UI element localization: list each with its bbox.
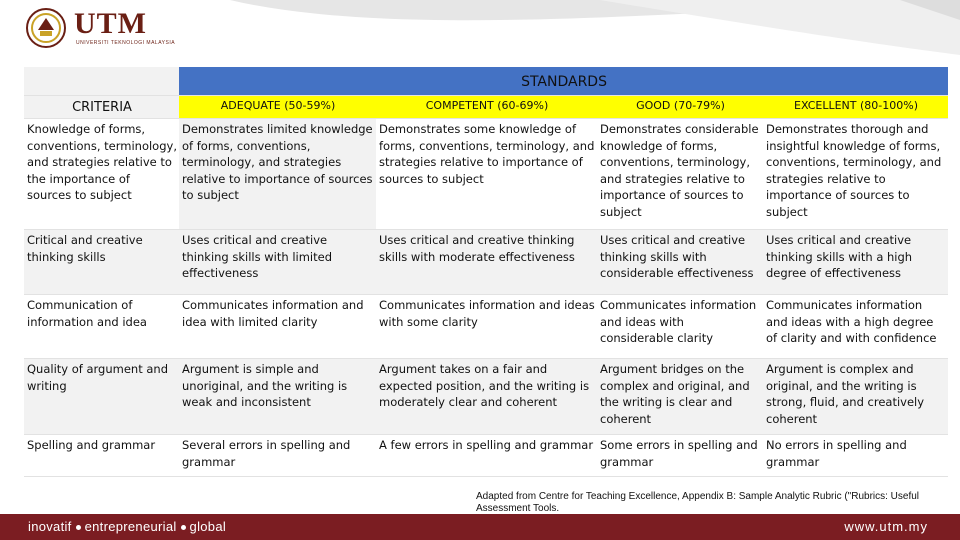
criterion-cell: Critical and creative thinking skills <box>24 230 179 295</box>
bullet-icon <box>76 525 81 530</box>
tagline-word: inovatif <box>28 519 72 534</box>
table-corner <box>24 67 179 95</box>
rubric-cell: Uses critical and creative thinking skills with a high degree of effectiveness <box>763 230 948 295</box>
logo-subtitle: UNIVERSITI TEKNOLOGI MALAYSIA <box>76 40 176 46</box>
rubric-cell: Argument bridges on the complex and original, and the writing is clear and coherent <box>597 359 763 435</box>
rubric-table <box>24 67 948 477</box>
rubric-cell: Demonstrates thorough and insightful knowledge of forms, conventions, terminology, and strategies relative to importance of sources to subject <box>763 119 948 230</box>
rubric-cell: Uses critical and creative thinking skills with considerable effectiveness <box>597 230 763 295</box>
university-seal-icon <box>26 8 66 48</box>
rubric-cell: Demonstrates considerable knowledge of forms, conventions, terminology, and strategies relative to importance of sources to subject <box>597 119 763 230</box>
tagline-word: global <box>189 519 227 534</box>
criterion-cell: Communication of information and idea <box>24 295 179 359</box>
rubric-cell: Communicates information and idea with limited clarity <box>179 295 376 359</box>
rubric-cell: Demonstrates some knowledge of forms, conventions, terminology, and strategies relative to importance of sources to subject <box>376 119 597 230</box>
level-header-excellent: EXCELLENT (80-100%) <box>763 95 948 119</box>
rubric-cell: Uses critical and creative thinking skills with limited effectiveness <box>179 230 376 295</box>
level-header-good: GOOD (70-79%) <box>597 95 763 119</box>
table-row <box>24 119 948 230</box>
criteria-header: CRITERIA <box>24 95 179 119</box>
rubric-cell: Argument is simple and unoriginal, and the writing is weak and inconsistent <box>179 359 376 435</box>
logo-name: UTM <box>74 7 147 40</box>
rubric-cell: Several errors in spelling and grammar <box>179 435 376 477</box>
rubric-cell: No errors in spelling and grammar <box>763 435 948 477</box>
utm-logo <box>22 4 202 54</box>
source-credit: Adapted from Centre for Teaching Excellence, Appendix B: Sample Analytic Rubric ("Rubrics: Useful Assessment Tools. <box>476 491 920 514</box>
rubric-cell: Communicates information and ideas with considerable clarity <box>597 295 763 359</box>
rubric-cell: Communicates information and ideas with a high degree of clarity and with confidence <box>763 295 948 359</box>
criterion-cell: Spelling and grammar <box>24 435 179 477</box>
table-row <box>24 359 948 435</box>
footer-url: www.utm.my <box>844 519 928 534</box>
rubric-cell: A few errors in spelling and grammar <box>376 435 597 477</box>
rubric-cell: Argument is complex and original, and the writing is strong, fluid, and creatively coherent <box>763 359 948 435</box>
rubric-cell: Demonstrates limited knowledge of forms, conventions, terminology, and strategies relative to importance of sources to subject <box>179 119 376 230</box>
footer-tagline <box>28 519 226 534</box>
table-row <box>24 295 948 359</box>
rubric-cell: Uses critical and creative thinking skills with moderate effectiveness <box>376 230 597 295</box>
rubric-cell: Argument takes on a fair and expected position, and the writing is moderately clear and coherent <box>376 359 597 435</box>
level-header-adequate: ADEQUATE (50-59%) <box>179 95 376 119</box>
rubric-cell: Some errors in spelling and grammar <box>597 435 763 477</box>
bullet-icon <box>181 525 186 530</box>
footer-band <box>0 514 960 540</box>
tagline-word: entrepreneurial <box>84 519 177 534</box>
standards-header: STANDARDS <box>179 67 948 95</box>
table-row <box>24 435 948 477</box>
criterion-cell: Knowledge of forms, conventions, terminology, and strategies relative to the importance of sources to subject <box>24 119 179 230</box>
rubric-cell: Communicates information and ideas with some clarity <box>376 295 597 359</box>
criterion-cell: Quality of argument and writing <box>24 359 179 435</box>
level-header-competent: COMPETENT (60-69%) <box>376 95 597 119</box>
table-row <box>24 230 948 295</box>
